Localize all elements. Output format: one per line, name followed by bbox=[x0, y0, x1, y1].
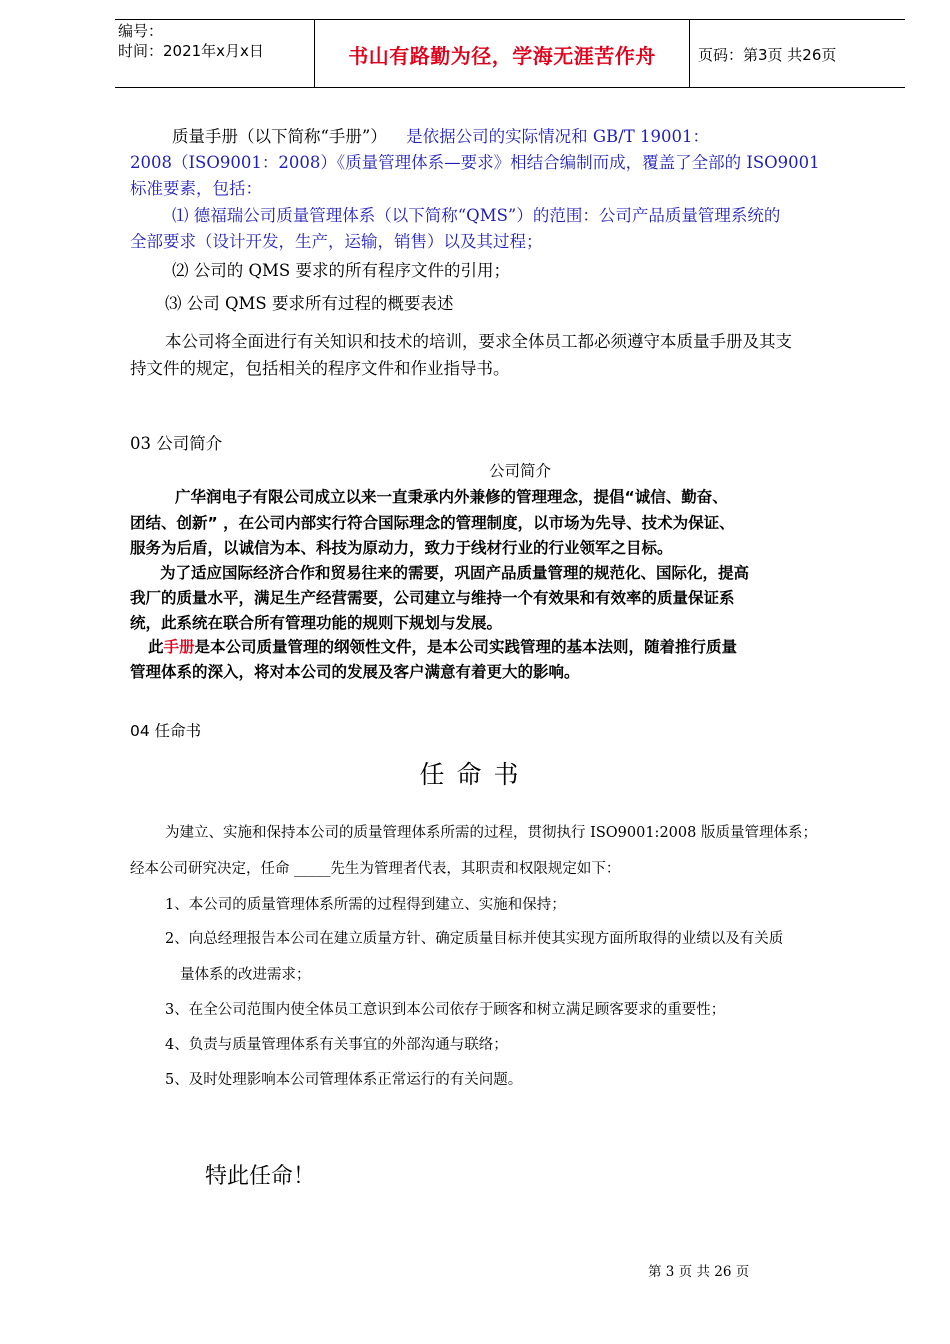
intro-paragraph-1-line-3: 标准要素，包括： bbox=[130, 179, 262, 198]
section-3-p2-line-2: 我厂的质量水平，满足生产经营需要，公司建立与维持一个有效果和有效率的质量保证系 bbox=[130, 589, 735, 607]
appointment-item: 2、向总经理报告本公司在建立质量方针、确定质量目标并使其实现方面所取得的业绩以及有关质 bbox=[165, 931, 784, 947]
intro-p1-blue: 是依据公司的实际情况和 GB/T 19001： bbox=[406, 127, 709, 146]
appointment-title: 任命书 bbox=[419, 760, 531, 789]
time-label: 时间：2021年x月x日 bbox=[118, 42, 264, 60]
section-3-heading: 03 公司简介 bbox=[130, 434, 223, 453]
appointment-item: 5、及时处理影响本公司管理体系正常运行的有关问题。 bbox=[165, 1072, 523, 1088]
section-3-subtitle: 公司简介 bbox=[488, 462, 551, 480]
section-3-p2-line-1: 为了适应国际经济合作和贸易往来的需要，巩固产品质量管理的规范化、国际化，提高 bbox=[160, 564, 750, 582]
intro-paragraph-2-line-1: 本公司将全面进行有关知识和技术的培训，要求全体员工都必须遵守本质量手册及其支 bbox=[165, 332, 792, 351]
intro-item-2: ⑵ 公司的 QMS 要求的所有程序文件的引用； bbox=[172, 261, 510, 280]
appointment-item: 量体系的改进需求； bbox=[180, 967, 311, 983]
intro-item-3: ⑶ 公司 QMS 要求所有过程的概要表述 bbox=[165, 294, 454, 313]
intro-p1-black: 质量手册（以下简称“手册”） bbox=[172, 127, 387, 146]
header-motto: 书山有路勤为径，学海无涯苦作舟 bbox=[348, 44, 656, 68]
section-3-p3-rest: 是本公司质量管理的纲领性文件，是本公司实践管理的基本法则，随着推行质量 bbox=[194, 638, 738, 656]
intro-paragraph-1-line-2: 2008（ISO9001：2008）《质量管理体系—要求》相结合编制而成，覆盖了全部的 ISO9001 bbox=[130, 153, 820, 172]
intro-item-1-line-1: ⑴ 德福瑞公司质量管理体系（以下简称“QMS”）的范围：公司产品质量管理系统的 bbox=[172, 206, 781, 225]
footer-page-number: 第 3 页 共 26 页 bbox=[648, 1264, 750, 1280]
section-4-heading: 04 任命书 bbox=[130, 722, 202, 740]
section-3-p1-line-3: 服务为后盾，以诚信为本、科技为原动力，致力于线材行业的行业领军之目标。 bbox=[130, 539, 673, 557]
appointment-p1-line-2: 经本公司研究决定，任命 _____先生为管理者代表，其职责和权限规定如下： bbox=[130, 861, 621, 877]
section-3-p1-line-2: 团结、创新” ，在公司内部实行符合国际理念的管理制度，以市场为先导、技术为保证、 bbox=[130, 514, 735, 532]
section-3-p3-line-1 bbox=[148, 634, 737, 660]
intro-paragraph-2-line-2: 持文件的规定，包括相关的程序文件和作业指导书。 bbox=[130, 359, 510, 378]
appointment-p1-line-1: 为建立、实施和保持本公司的质量管理体系所需的过程，贯彻执行 ISO9001:2008 版质量管理体系； bbox=[165, 825, 817, 841]
appointment-item: 3、在全公司范围内使全体员工意识到本公司依存于顾客和树立满足顾客要求的重要性； bbox=[165, 1002, 726, 1018]
appointment-item: 4、负责与质量管理体系有关事宜的外部沟通与联络； bbox=[165, 1037, 508, 1053]
intro-paragraph-1-line-1 bbox=[172, 123, 912, 150]
section-3-p2-line-3: 统，此系统在联合所有管理功能的规则下规划与发展。 bbox=[130, 614, 503, 632]
section-3-p3-line-2: 管理体系的深入，将对本公司的发展及客户满意有着更大的影响。 bbox=[130, 663, 580, 681]
page-label: 页码：第3页 共26页 bbox=[698, 46, 837, 64]
serial-label: 编号： bbox=[118, 22, 164, 40]
section-3-p3-red-word: 手册 bbox=[163, 638, 195, 656]
section-3-p3-prefix: 此 bbox=[148, 638, 164, 656]
section-3-p1-line-1: 广华润电子有限公司成立以来一直秉承内外兼修的管理理念，提倡“诚信、勤奋、 bbox=[175, 488, 728, 506]
intro-item-1-line-2: 全部要求（设计开发，生产，运输，销售）以及其过程； bbox=[130, 232, 543, 251]
appointment-item: 1、本公司的质量管理体系所需的过程得到建立、实施和保持； bbox=[165, 897, 566, 913]
header-bottom-rule bbox=[115, 87, 905, 88]
appointment-closing: 特此任命！ bbox=[205, 1164, 316, 1189]
